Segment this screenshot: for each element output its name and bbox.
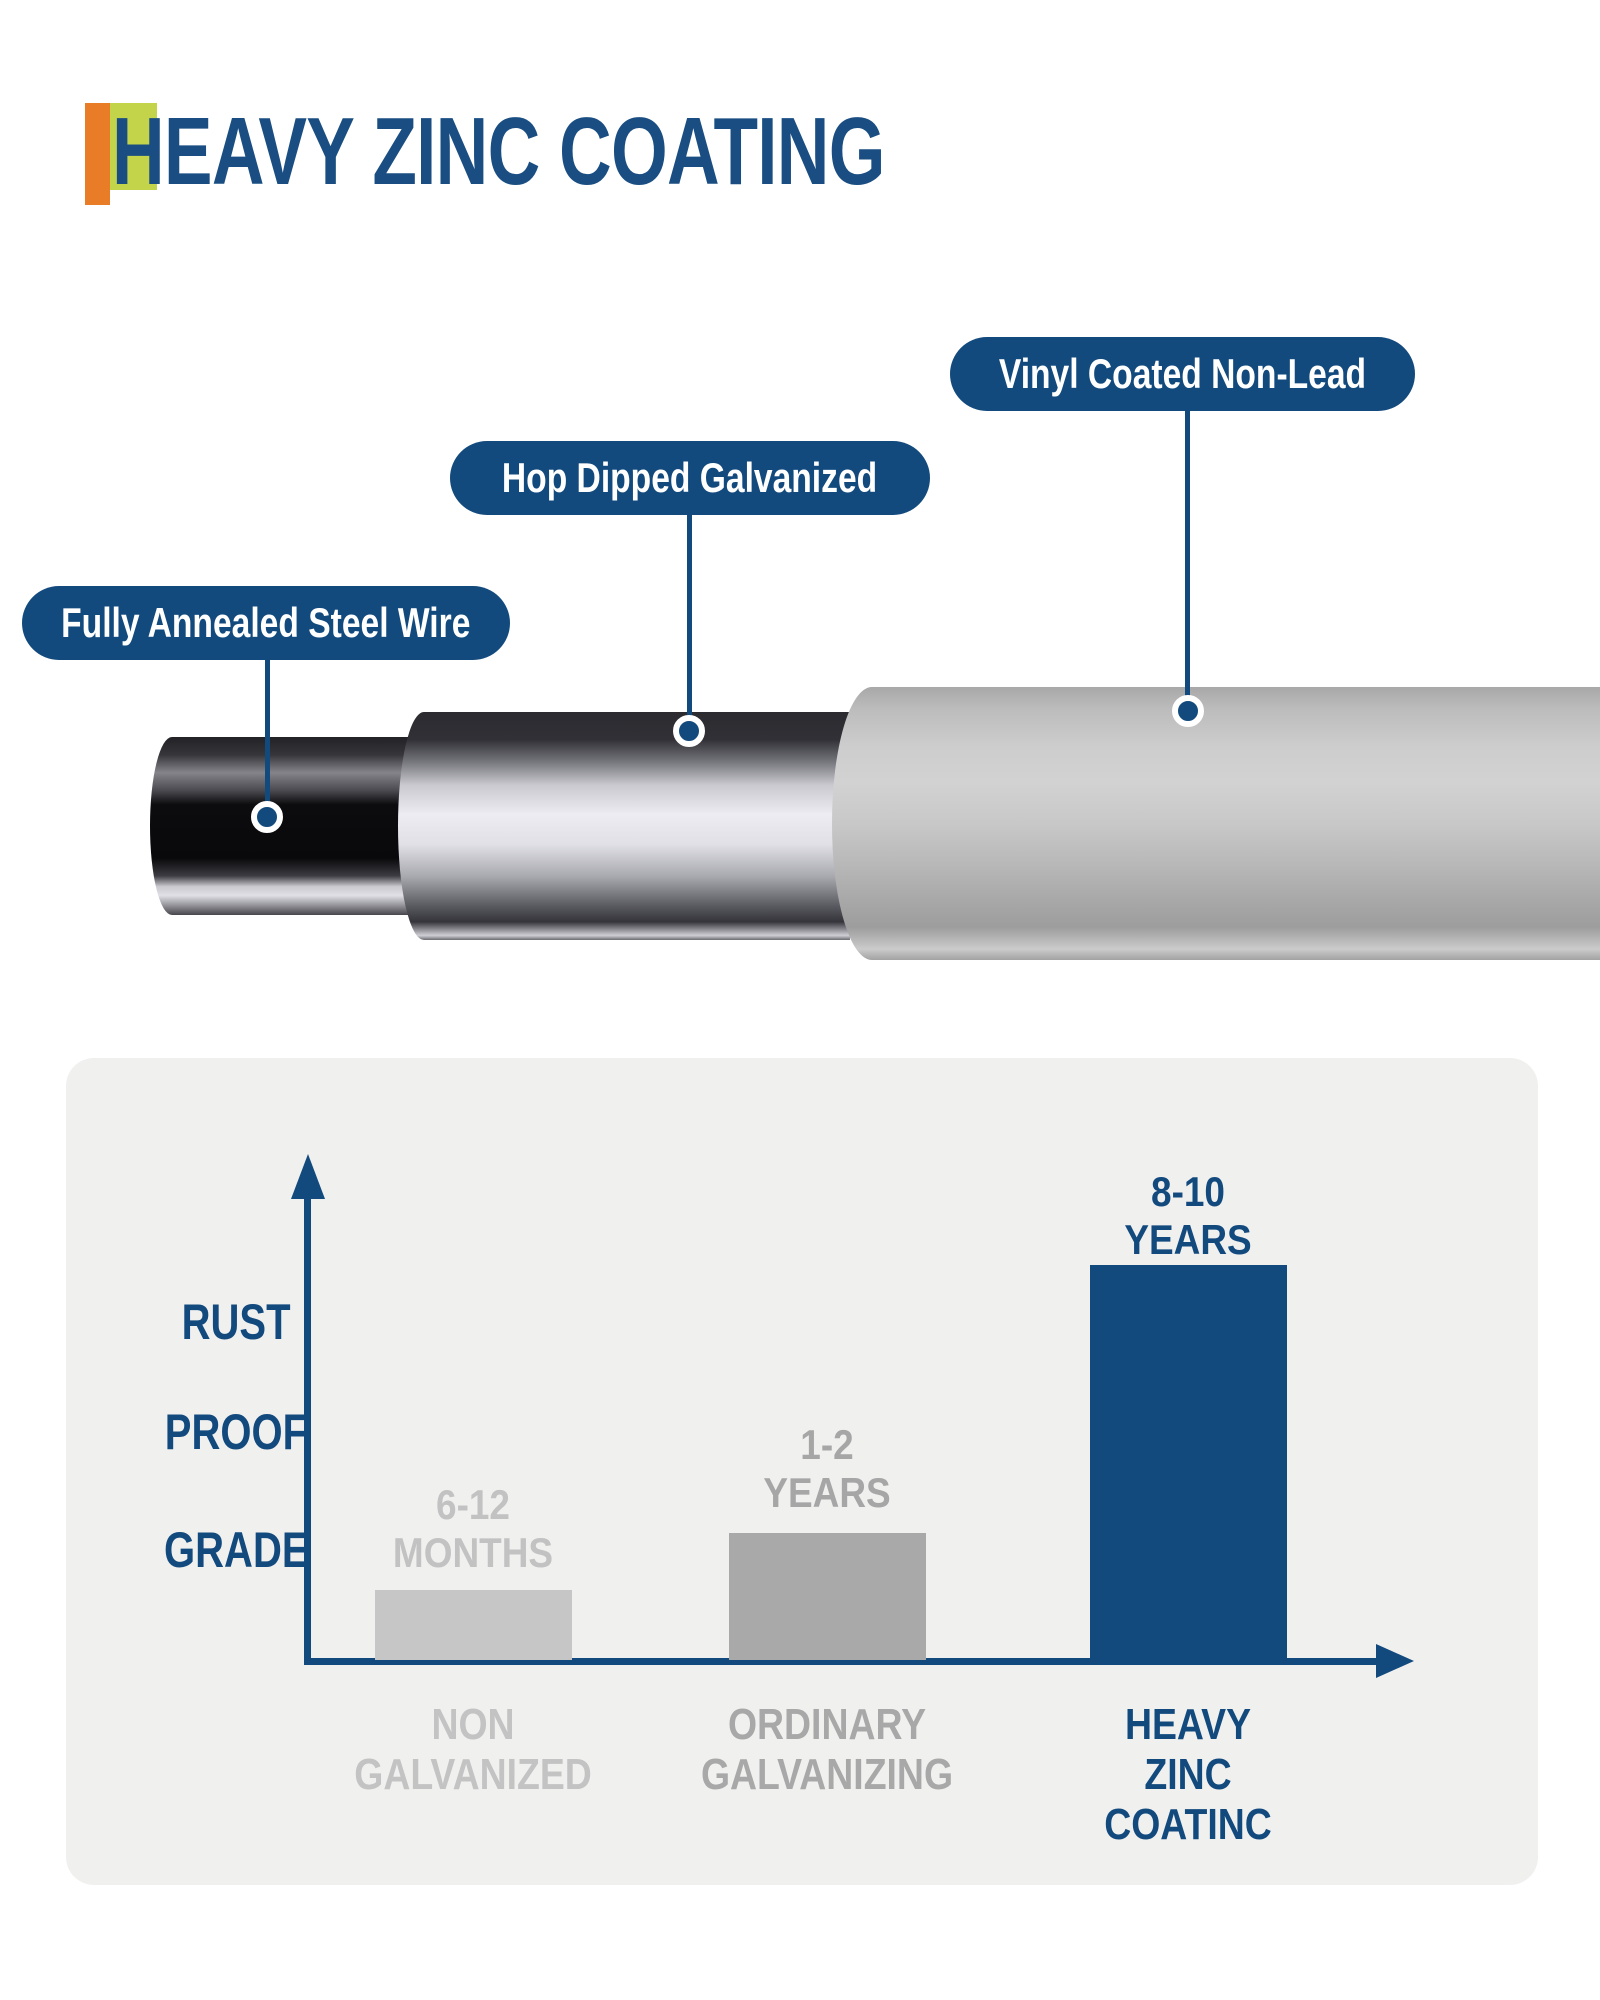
vinyl-coating-layer xyxy=(832,687,1600,960)
x-axis-category-label: NON GALVANIZED xyxy=(354,1700,592,1799)
title-accent-orange-bar xyxy=(85,103,110,205)
marker-dot-steel xyxy=(251,801,283,833)
callout-pill-steel-wire xyxy=(22,586,510,660)
y-axis-word: GRADE xyxy=(163,1522,309,1578)
bar-ordinary-galvanizing xyxy=(729,1533,926,1660)
bar-non-galvanized xyxy=(375,1590,572,1660)
page-title xyxy=(112,98,1129,205)
callout-label: Vinyl Coated Non-Lead xyxy=(998,350,1367,397)
callout-label: Fully Annealed Steel Wire xyxy=(61,599,471,646)
bar-value-label: 6-12 MONTHS xyxy=(392,1481,554,1576)
marker-dot-vinyl xyxy=(1172,695,1204,727)
x-axis-category-label: HEAVY ZINC COATINC xyxy=(1104,1700,1272,1849)
marker-dot-galvanized xyxy=(673,715,705,747)
callout-connector-line xyxy=(687,511,692,731)
callout-pill-galvanized xyxy=(450,441,930,515)
callout-label: Hop Dipped Galvanized xyxy=(502,454,878,501)
x-axis-category-label: ORDINARY GALVANIZING xyxy=(700,1700,954,1799)
callout-connector-line xyxy=(1185,407,1190,711)
x-axis-arrowhead-icon xyxy=(1376,1644,1414,1678)
y-axis-word: PROOF xyxy=(164,1404,308,1460)
callout-pill-vinyl xyxy=(950,337,1415,411)
y-axis-arrowhead-icon xyxy=(291,1154,325,1199)
y-axis-word: RUST xyxy=(181,1294,291,1350)
bar-heavy-zinc-coating xyxy=(1090,1265,1287,1660)
page-title-text: HEAVY ZINC COATING xyxy=(112,98,885,205)
rust-proof-chart-panel xyxy=(66,1058,1538,1885)
callout-connector-line xyxy=(265,656,270,817)
bar-value-label: 1-2 YEARS xyxy=(763,1421,891,1516)
galvanized-layer xyxy=(398,712,850,940)
bar-value-label: 8-10 YEARS xyxy=(1124,1168,1252,1263)
